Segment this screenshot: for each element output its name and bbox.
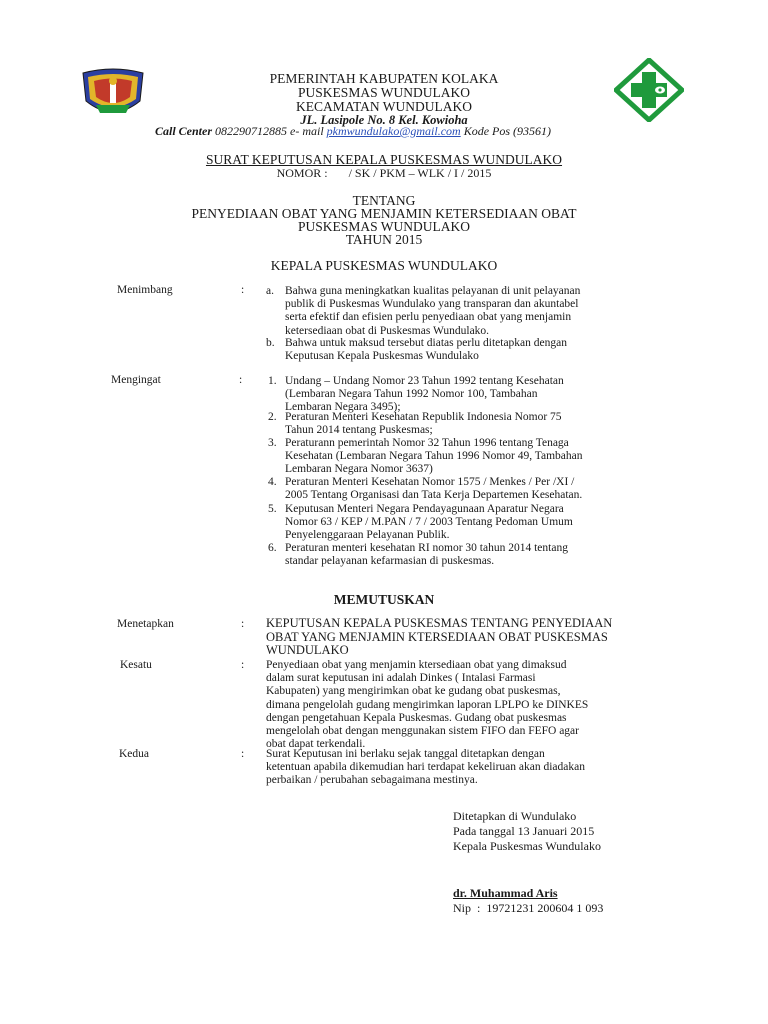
list-item-text: Bahwa untuk maksud tersebut diatas perlu ditetapkan dengan Keputusan Kepala Puskesmas Wundulako (285, 337, 567, 363)
call-center-line (155, 124, 551, 139)
tentang-heading: TENTANG (352, 193, 416, 208)
postal-code: Kode Pos (93561) (463, 124, 552, 138)
kesatu-label: Kesatu (120, 659, 152, 671)
letterhead-address: JL. Lasipole No. 8 Kel. Kowioha (300, 113, 468, 127)
letterhead-line-2: PUSKESMAS WUNDULAKO (298, 85, 470, 100)
menimbang-colon: : (241, 284, 245, 296)
memutuskan-heading: MEMUTUSKAN (333, 592, 435, 607)
subject-line-2: PUSKESMAS WUNDULAKO (298, 219, 470, 234)
mengingat-list: 1. Undang – Undang Nomor 23 Tahun 1992 tentang Kesehatan (Lembaran Negara Tahun 1992 Nomor 100, Tambahan Lembaran Negara 3495); 2. Peraturan Menteri Kesehatan Republik Indonesia Nomor 75 Tahun 2014 tentang Puskesmas; 3. Peraturann pemerintah Nomor 32 Tahun 1996 tentang Tenaga Kesehatan (Lembaran Negara Tahun 1996 Nomor 49, Tambahan Lembaran Negara Nomor 3637) 4. Peraturan Menteri Kesehatan Nomor 1575 / Menkes / Per /XI / 2005 Tentang Organisasi dan Tata Kerja Departemen Kesehatan. 5. Keputusan Menteri Negara Pendayagunaan Aparatur Negara Nomor 63 / KEP / M.PAN / 7 / 2003 Tentang Pedoman Umum Penyelenggaraan Pelayanan Publik. 6. Peraturan menteri kesehatan RI nomor 30 tahun 2014 tentang standar pelayanan kefarmasian di puskesmas. (268, 375, 583, 568)
list-item-text: Bahwa guna meningkatkan kualitas pelayanan di unit pelayanan publik di Puskesmas Wundulako yang transparan dan akuntabel serta efektif dan efisien perlu penyediaan obat yang menjamin ketersediaan obat di Puskesmas Wundulako. (285, 285, 581, 337)
letterhead-line-3: KECAMATAN WUNDULAKO (295, 99, 473, 114)
mengingat-label: Mengingat (111, 374, 161, 386)
menetapkan-label: Menetapkan (117, 618, 174, 630)
signature-date: Pada tanggal 13 Januari 2015 (453, 824, 595, 838)
subject-line-1: PENYEDIAAN OBAT YANG MENJAMIN KETERSEDIAAN OBAT (191, 206, 577, 221)
kedua-text: Surat Keputusan ini berlaku sejak tanggal ditetapkan dengan ketentuan apabila dikemudian hari terdapat kekeliruan akan diadakan perbaikan / perubahan sebagaimana mestinya. (266, 748, 585, 787)
mengingat-colon: : (239, 374, 243, 386)
email-link[interactable]: pkmwundulako@gmail.com (326, 124, 461, 138)
kesatu-colon: : (241, 659, 245, 671)
menetapkan-colon: : (241, 618, 245, 630)
subject-year: TAHUN 2015 (345, 232, 423, 247)
kedua-label: Kedua (119, 748, 150, 760)
signature-block (453, 809, 601, 854)
decree-number: NOMOR : / SK / PKM – WLK / I / 2015 (276, 166, 492, 180)
call-center-label: Call Center (155, 124, 213, 138)
menimbang-list: a. Bahwa guna meningkatkan kualitas pelayanan di unit pelayanan publik di Puskesmas Wundulako yang transparan dan akuntabel serta efektif dan efisien perlu penyediaan obat yang menjamin ketersediaan obat di Puskesmas Wundulako. b. Bahwa untuk maksud tersebut diatas perlu ditetapkan dengan Keputusan Kepala Puskesmas Wundulako (266, 285, 654, 365)
signature-place: Ditetapkan di Wundulako (453, 809, 577, 823)
menetapkan-text: KEPUTUSAN KEPALA PUSKESMAS TENTANG PENYEDIAAN OBAT YANG MENJAMIN KTERSEDIAAN OBAT PUSKESMAS WUNDULAKO (266, 616, 613, 657)
menimbang-label: Menimbang (117, 284, 173, 296)
letterhead-line-1: PEMERINTAH KABUPATEN KOLAKA (269, 71, 499, 86)
phone-email-prefix: 082290712885 e- mail (215, 124, 324, 138)
signature-position: Kepala Puskesmas Wundulako (453, 839, 601, 853)
kesatu-text: Penyediaan obat yang menjamin ktersediaan obat yang dimaksud dalam surat keputusan ini adalah Dinkes ( Intalasi Farmasi Kabupaten) yang mengirimkan obat ke gudang obat puskesmas, dimana pengelolah gudang mengirimkan laporan LPLPO ke DINKES dengan pengetahuan Kepala Puskesmas. Gudang obat puskesmas mengelolah obat dengan menggunakan sistem FIFO dan FEFO agar obat dapat terkendali. (266, 659, 589, 751)
kedua-colon: : (241, 748, 245, 760)
decree-title: SURAT KEPUTUSAN KEPALA PUSKESMAS WUNDULAKO (205, 152, 563, 167)
signatory-name: dr. Muhammad Aris (453, 886, 558, 900)
signatory-nip: Nip : 19721231 200604 1 093 (453, 901, 604, 915)
authority-heading: KEPALA PUSKESMAS WUNDULAKO (270, 258, 498, 273)
